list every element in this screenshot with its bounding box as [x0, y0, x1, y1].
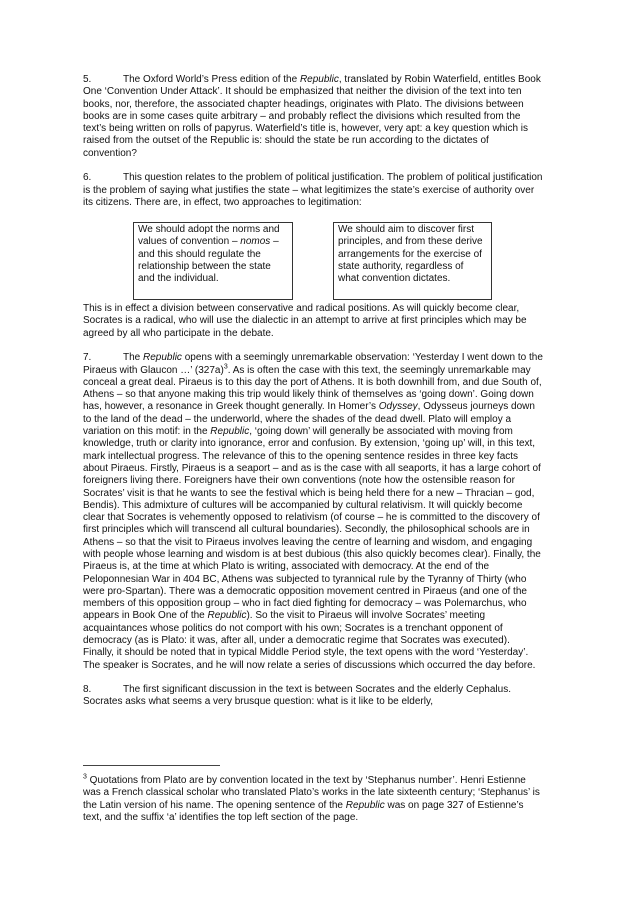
- paragraph-number: 5.: [83, 74, 92, 85]
- text-run: opens with a seemingly unremarkable observation: ‘Yesterday I went down to the Piraeus with Glaucon …’ (327a): [83, 352, 543, 376]
- paragraph-number: 7.: [83, 352, 92, 364]
- text-run: , ‘going down’ will generally be associated with moving from knowledge, truth or clarity into ignorance, error and confusion. By extension, ‘going up’ will, in this text, mark intellectual progress. The relevance of this to the opening sentence resides in three key facts about Piraeus. Firstly, Piraeus is a seaport – and as is the case with all seaports, it has a large cohort of foreigners living there. Foreigners have their own conventions (note how the ostensible reason for Socrates’ visit is that he wants to see the festival which is being held there for a new – Thracian – god, Bendis). This admixture of cultures will be accompanied by cultural relativism. It will quickly become clear that Socrates is vehemently opposed to relativism (of course – he is committed to the discovery of first principles which will transcend all cultural boundaries). Secondly, the philosophical schools are in Athens – so that the visit to Piraeus involves leaving the centre of learning and wisdom, and engaging with people whose learning and wisdom is at best dubious (this also quickly becomes clear). Finally, the Piraeus is, at the time at which Plato is writing, associated with democracy. At the end of the Peloponnesian War in 404 BC, Athens was subjected to tyrannical rule by the Tyranny of Thirty (who were pro-Spartan). There was a democratic opposition movement centred in Piraeus (and one of the members of this opposition group – who in fact died fighting for democracy – was Polemarchus, who appears in Book One of the: [83, 426, 541, 622]
- text-run: , translated by Robin Waterfield, entitles Book One ‘Convention Under Attack’. It should be emphasized that neither the division of the text into ten books, nor, therefore, the associated chapter headings, originates with Plato. The divisions between books are in some cases quite arbitrary – and probably reflect the divisions which resulted from the text’s being written on rolls of papyrus. Waterfield’s title is, however, very apt: a key question which is raised from the outset of the Republic is: should the state be run according to the dictates of convention?: [83, 74, 541, 159]
- paragraph-number: 6.: [83, 172, 92, 184]
- text-run: was on page 327 of Estienne’s text, and the suffix ‘a’ identifies the top left section of the page.: [83, 799, 524, 823]
- italic-title: Republic: [345, 799, 385, 811]
- first-principles-box: [333, 222, 492, 300]
- italic-term: nomos: [240, 236, 271, 248]
- text-run: This question relates to the problem of political justification. The problem of political justification is the problem of saying what justifies the state – what legitimizes the state’s exercise of authority over its citizens. There are, in effect, two approaches to legitimation:: [83, 172, 543, 208]
- text-run: – and this should regulate the relationship between the state and the individual.: [138, 236, 279, 285]
- text-run: The Oxford World’s Press edition of the: [123, 74, 300, 85]
- italic-title: Republic: [299, 74, 339, 85]
- text-run: The: [123, 352, 144, 364]
- paragraph-5: [83, 74, 543, 160]
- italic-title: Odyssey: [378, 401, 418, 413]
- footnote-marker: 3: [83, 773, 87, 781]
- document-body: [83, 74, 543, 709]
- paragraph-8: [83, 684, 543, 709]
- text-run: Quotations from Plato are by convention located in the text by ‘Stephanus number’. Henri Estienne was a French classical scholar who translated Plato’s works in the late sixteenth century; ‘Stephanus’ is the Latin version of his name. The opening sentence of the: [83, 775, 540, 811]
- paragraph-6-continued: [83, 303, 543, 340]
- text-run: , Odysseus journeys down to the land of the dead – the underworld, where the shades of the dead dwell. Plato will employ a variation on this motif: in the: [83, 401, 535, 438]
- italic-title: Republic: [143, 352, 182, 364]
- footnote-3: [83, 775, 545, 824]
- legitimation-boxes: [83, 222, 543, 303]
- paragraph-6: [83, 172, 543, 209]
- footnote-divider: [83, 765, 220, 766]
- text-run: This is in effect a division between conservative and radical positions. As will quickly become clear, Socrates is a radical, who will use the dialectic in an attempt to arrive at first principles which may be agreed by all who participate in the debate.: [83, 303, 527, 339]
- italic-title: Republic: [210, 426, 250, 438]
- text-run: ). So the visit to Piraeus will involve Socrates’ meeting acquaintances whose politics do not comport with his own; Socrates is a trenchant opponent of democracy (as is Plato: it was, after all, under a democratic regime that Socrates was executed). Finally, it should be noted that in typical Middle Period style, the text opens with the word ‘Yesterday’. The speaker is Socrates, and he will now relate a series of discussions which occurred the day before.: [83, 610, 536, 671]
- text-run: We should adopt the norms and values of convention –: [138, 224, 280, 248]
- paragraph-number: 8.: [83, 684, 92, 696]
- text-run: . As is often the case with this text, the seemingly unremarkable may conceal a great deal. Piraeus is to this day the port of Athens. It is both downhill from, and due South of, Athens – so that anyone making this trip would likely think of themselves as ‘going down’. Going down has, however, a resonance in Greek thought generally. In Homer’s: [83, 364, 542, 413]
- text-run: We should aim to discover first principles, and from these derive arrangements for the exercise of state authority, regardless of what convention dictates.: [338, 224, 483, 285]
- italic-title: Republic: [207, 610, 247, 622]
- footnote-ref[interactable]: 3: [223, 363, 228, 371]
- paragraph-7: [83, 352, 543, 672]
- text-run: The first significant discussion in the text is between Socrates and the elderly Cephalus. Socrates asks what seems a very brusque question: what is it like to be elderly,: [83, 684, 511, 708]
- convention-box: [133, 222, 293, 300]
